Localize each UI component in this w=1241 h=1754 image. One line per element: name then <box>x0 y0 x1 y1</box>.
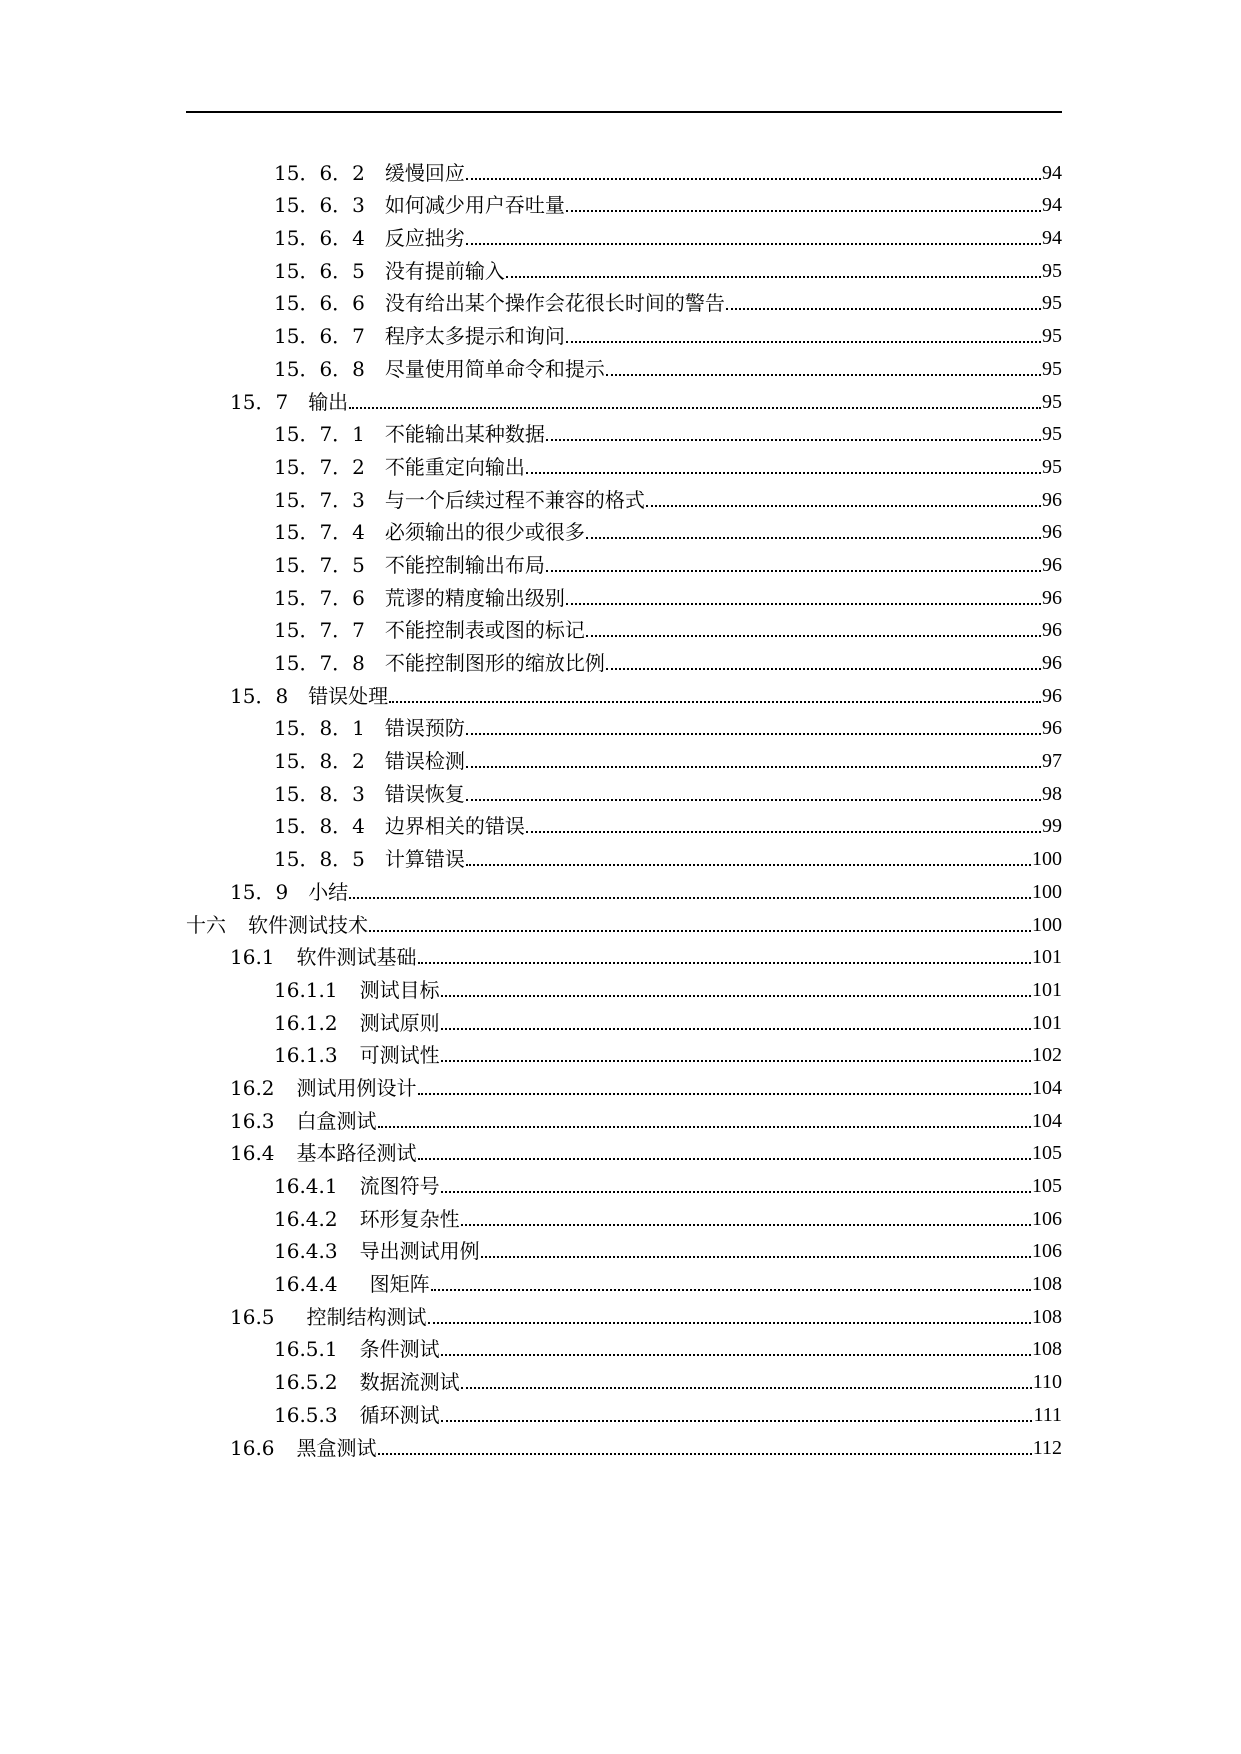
toc-entry-page-number: 96 <box>1042 652 1062 674</box>
dot-leader <box>441 995 1031 997</box>
toc-entry-page-number: 104 <box>1032 1076 1062 1099</box>
toc-entry[interactable] <box>186 1165 1062 1198</box>
toc-entry[interactable] <box>186 1100 1062 1133</box>
toc-entry[interactable] <box>186 414 1062 447</box>
toc-entry[interactable] <box>186 642 1062 675</box>
toc-entry[interactable] <box>186 969 1062 1002</box>
toc-entry-title: 不能控制图形的缩放比例 <box>384 651 605 675</box>
toc-entry-number: 15．8．2 <box>274 749 365 774</box>
toc-entry-number: 十六 <box>186 912 226 937</box>
dot-leader <box>566 603 1041 605</box>
toc-entry[interactable] <box>186 806 1062 839</box>
toc-entry[interactable] <box>186 479 1062 512</box>
dot-leader <box>378 1453 1032 1455</box>
toc-entry-title: 不能重定向输出 <box>384 454 525 479</box>
toc-entry-page-number: 102 <box>1032 1044 1062 1067</box>
toc-entry-page-number: 96 <box>1042 717 1062 740</box>
dot-leader <box>566 210 1041 212</box>
toc-entry[interactable] <box>186 1329 1062 1362</box>
toc-entry-page-number: 96 <box>1042 521 1062 544</box>
toc-entry-title: 黑盒测试 <box>296 1435 377 1460</box>
toc-entry[interactable] <box>186 283 1062 316</box>
toc-entry-page-number: 100 <box>1032 848 1062 871</box>
header-rule <box>186 111 1062 113</box>
toc-entry-number: 16.4.1 <box>274 1174 338 1198</box>
toc-entry[interactable] <box>186 544 1062 577</box>
dot-leader <box>378 1126 1031 1128</box>
toc-entry-number: 15．7．1 <box>274 422 365 447</box>
toc-entry-number: 15．7．7 <box>274 618 365 643</box>
toc-entry-number: 15．8．3 <box>274 781 365 806</box>
toc-entry-page-number: 104 <box>1032 1109 1062 1132</box>
toc-entry-title: 控制结构测试 <box>306 1304 427 1329</box>
toc-entry-number: 16.5 <box>230 1304 275 1329</box>
toc-entry-title: 不能输出某种数据 <box>384 422 545 447</box>
toc-entry-page-number: 108 <box>1032 1338 1062 1361</box>
toc-entry[interactable] <box>186 1296 1062 1329</box>
dot-leader <box>586 635 1041 637</box>
toc-entry-page-number: 94 <box>1042 227 1062 250</box>
toc-entry-page-number: 95 <box>1042 292 1062 315</box>
toc-entry-title: 小结 <box>308 879 349 904</box>
toc-entry-title: 缓慢回应 <box>384 160 465 185</box>
dot-leader <box>418 962 1031 964</box>
toc-entry-title: 流图符号 <box>359 1174 440 1198</box>
toc-entry-number: 15．7．2 <box>274 454 365 479</box>
toc-entry-page-number: 106 <box>1032 1240 1062 1263</box>
toc-entry-title: 不能控制输出布局 <box>384 552 545 577</box>
dot-leader <box>526 472 1041 474</box>
toc-entry-title: 测试目标 <box>359 977 440 1002</box>
dot-leader <box>441 1028 1031 1030</box>
toc-entry[interactable] <box>186 610 1062 643</box>
toc-entry-page-number: 110 <box>1032 1371 1062 1394</box>
dot-leader <box>546 570 1041 572</box>
dot-leader <box>466 864 1031 866</box>
toc-entry[interactable] <box>186 152 1062 185</box>
toc-entry-number: 16.2 <box>230 1075 275 1100</box>
toc-entry-number: 15．8．5 <box>274 847 365 872</box>
toc-entry-number: 16.4.4 <box>274 1272 338 1297</box>
dot-leader <box>466 766 1041 768</box>
dot-leader <box>349 407 1041 409</box>
dot-leader <box>418 1158 1031 1160</box>
toc-entry-number: 16.4.3 <box>274 1239 338 1264</box>
toc-entry-title: 数据流测试 <box>359 1370 460 1395</box>
dot-leader <box>566 341 1041 343</box>
dot-leader <box>606 668 1041 670</box>
toc-entry[interactable] <box>186 773 1062 806</box>
toc-entry-number: 15．7．5 <box>274 552 365 577</box>
toc-entry-number: 16.1.3 <box>274 1043 338 1068</box>
toc-entry-page-number: 101 <box>1032 1011 1062 1034</box>
toc-entry-number: 15．8 <box>230 683 289 708</box>
toc-entry[interactable] <box>186 708 1062 741</box>
toc-entry-number: 15．6．5 <box>274 258 365 283</box>
dot-leader <box>461 1387 1032 1389</box>
dot-leader <box>441 1420 1033 1422</box>
toc-entry[interactable] <box>186 577 1062 610</box>
dot-leader <box>389 701 1041 703</box>
toc-entry[interactable] <box>186 1198 1062 1231</box>
toc-entry-title: 计算错误 <box>384 847 465 872</box>
toc-entry-page-number: 96 <box>1042 553 1062 576</box>
toc-entry-title: 错误预防 <box>384 716 465 741</box>
toc-entry-page-number: 100 <box>1032 913 1062 936</box>
toc-entry[interactable] <box>186 937 1062 970</box>
dot-leader <box>546 439 1041 441</box>
dot-leader <box>466 799 1041 801</box>
toc-entry-page-number: 111 <box>1033 1403 1062 1426</box>
toc-entry-title: 导出测试用例 <box>359 1239 480 1264</box>
toc-entry-number: 15．7．8 <box>274 651 365 675</box>
toc-entry-number: 15．6．4 <box>274 226 365 251</box>
toc-entry-number: 15．8．1 <box>274 716 365 741</box>
dot-leader <box>726 308 1041 310</box>
toc-entry-page-number: 112 <box>1032 1436 1062 1459</box>
toc-entry-page-number: 108 <box>1032 1273 1062 1296</box>
toc-entry-number: 16.5.1 <box>274 1337 338 1362</box>
dot-leader <box>466 733 1041 735</box>
toc-entry-number: 15．6．6 <box>274 291 365 316</box>
toc-entry-number: 15．7．4 <box>274 520 365 545</box>
toc-entry[interactable] <box>186 217 1062 250</box>
toc-entry[interactable] <box>186 838 1062 871</box>
toc-entry-title: 反应拙劣 <box>384 226 465 251</box>
toc-entry-title: 软件测试技术 <box>248 912 368 937</box>
toc-entry-title: 测试用例设计 <box>296 1075 417 1100</box>
table-of-contents <box>186 152 1062 1460</box>
toc-entry[interactable] <box>186 250 1062 283</box>
toc-entry[interactable] <box>186 740 1062 773</box>
toc-entry-number: 15．6．2 <box>274 160 365 185</box>
toc-entry-page-number: 97 <box>1042 750 1062 773</box>
dot-leader <box>431 1289 1031 1291</box>
toc-entry[interactable] <box>186 1002 1062 1035</box>
toc-entry[interactable] <box>186 1427 1062 1460</box>
toc-entry-number: 16.5.3 <box>274 1402 338 1427</box>
toc-entry[interactable] <box>186 1133 1062 1166</box>
dot-leader <box>441 1060 1031 1062</box>
toc-entry-number: 15．7 <box>230 389 289 414</box>
toc-entry-page-number: 99 <box>1042 815 1062 838</box>
toc-entry[interactable] <box>186 1067 1062 1100</box>
toc-entry-page-number: 95 <box>1042 423 1062 446</box>
toc-entry-page-number: 105 <box>1032 1142 1062 1165</box>
toc-entry-page-number: 95 <box>1042 259 1062 282</box>
toc-entry-title: 错误检测 <box>384 749 465 774</box>
toc-entry[interactable] <box>186 185 1062 218</box>
toc-entry-number: 16.5.2 <box>274 1370 338 1395</box>
toc-entry[interactable] <box>186 512 1062 545</box>
toc-entry-number: 15．9 <box>230 879 289 904</box>
toc-entry[interactable] <box>186 1394 1062 1427</box>
toc-entry-title: 环形复杂性 <box>359 1206 460 1231</box>
dot-leader <box>466 243 1041 245</box>
toc-entry-number: 16.1.2 <box>274 1010 338 1035</box>
toc-entry-number: 15．7．3 <box>274 487 365 512</box>
toc-entry[interactable] <box>186 675 1062 708</box>
toc-entry[interactable] <box>186 315 1062 348</box>
toc-entry-title: 错误处理 <box>308 683 389 708</box>
dot-leader <box>526 831 1041 833</box>
toc-entry-title: 白盒测试 <box>296 1108 377 1133</box>
toc-entry-title: 与一个后续过程不兼容的格式 <box>384 487 645 512</box>
toc-entry-title: 荒谬的精度输出级别 <box>384 585 565 610</box>
dot-leader <box>481 1256 1031 1258</box>
toc-entry-number: 15．6．8 <box>274 356 365 381</box>
toc-entry-number: 16.1 <box>230 945 275 970</box>
toc-entry-page-number: 96 <box>1042 488 1062 511</box>
dot-leader <box>466 178 1041 180</box>
toc-entry-page-number: 96 <box>1042 684 1062 707</box>
toc-entry-number: 15．7．6 <box>274 585 365 610</box>
toc-entry-page-number: 105 <box>1032 1175 1062 1197</box>
toc-entry-number: 16.4.2 <box>274 1206 338 1231</box>
toc-entry-title: 如何减少用户吞吐量 <box>384 193 565 218</box>
toc-entry-page-number: 101 <box>1032 946 1062 969</box>
toc-entry-page-number: 96 <box>1042 619 1062 642</box>
toc-entry-title: 不能控制表或图的标记 <box>384 618 585 643</box>
toc-entry-title: 测试原则 <box>359 1010 440 1035</box>
toc-entry-title: 边界相关的错误 <box>384 814 525 839</box>
toc-entry[interactable] <box>186 904 1062 937</box>
dot-leader <box>441 1191 1031 1193</box>
dot-leader <box>506 276 1041 278</box>
toc-entry-title: 循环测试 <box>359 1402 440 1427</box>
toc-entry-number: 16.6 <box>230 1435 275 1460</box>
dot-leader <box>646 505 1041 507</box>
toc-entry-title: 没有给出某个操作会花很长时间的警告 <box>384 291 725 316</box>
toc-entry[interactable] <box>186 1035 1062 1068</box>
toc-entry-page-number: 94 <box>1042 194 1062 217</box>
toc-entry-title: 程序太多提示和询问 <box>384 324 565 349</box>
toc-entry[interactable] <box>186 381 1062 414</box>
toc-entry-page-number: 95 <box>1042 390 1062 413</box>
toc-entry-page-number: 96 <box>1042 586 1062 609</box>
toc-entry-number: 16.1.1 <box>274 977 338 1002</box>
toc-entry-title: 没有提前输入 <box>384 258 505 283</box>
toc-entry[interactable] <box>186 1263 1062 1296</box>
dot-leader <box>461 1224 1031 1226</box>
toc-entry-title: 可测试性 <box>359 1043 440 1068</box>
toc-entry-title: 必须输出的很少或很多 <box>384 520 585 545</box>
toc-entry-page-number: 101 <box>1032 978 1062 1001</box>
toc-entry-title: 条件测试 <box>359 1337 440 1362</box>
toc-entry-number: 16.4 <box>230 1141 275 1166</box>
toc-entry-title: 基本路径测试 <box>296 1141 417 1166</box>
dot-leader <box>586 537 1041 539</box>
dot-leader <box>441 1354 1031 1356</box>
toc-entry[interactable] <box>186 871 1062 904</box>
toc-entry-page-number: 94 <box>1042 161 1062 184</box>
toc-entry[interactable] <box>186 1361 1062 1394</box>
toc-entry-number: 15．6．7 <box>274 324 365 349</box>
toc-entry-title: 尽量使用简单命令和提示 <box>384 356 605 381</box>
toc-entry-page-number: 108 <box>1032 1305 1062 1328</box>
toc-entry-page-number: 95 <box>1042 455 1062 478</box>
toc-entry-title: 错误恢复 <box>384 781 465 806</box>
dot-leader <box>428 1322 1031 1324</box>
toc-entry-number: 16.3 <box>230 1108 275 1133</box>
dot-leader <box>606 374 1041 376</box>
toc-entry[interactable] <box>186 1231 1062 1264</box>
toc-entry[interactable] <box>186 348 1062 381</box>
toc-entry-title: 图矩阵 <box>369 1272 430 1297</box>
toc-entry-page-number: 98 <box>1042 782 1062 805</box>
toc-entry-page-number: 106 <box>1032 1207 1062 1230</box>
dot-leader <box>418 1093 1031 1095</box>
dot-leader <box>349 897 1031 899</box>
toc-entry[interactable] <box>186 446 1062 479</box>
toc-entry-page-number: 95 <box>1042 357 1062 380</box>
toc-entry-page-number: 100 <box>1032 880 1062 903</box>
toc-entry-title: 输出 <box>308 389 349 414</box>
dot-leader <box>369 930 1031 932</box>
toc-entry-page-number: 95 <box>1042 325 1062 348</box>
toc-entry-number: 15．8．4 <box>274 814 365 839</box>
toc-entry-title: 软件测试基础 <box>296 945 417 970</box>
toc-entry-number: 15．6．3 <box>274 193 365 218</box>
